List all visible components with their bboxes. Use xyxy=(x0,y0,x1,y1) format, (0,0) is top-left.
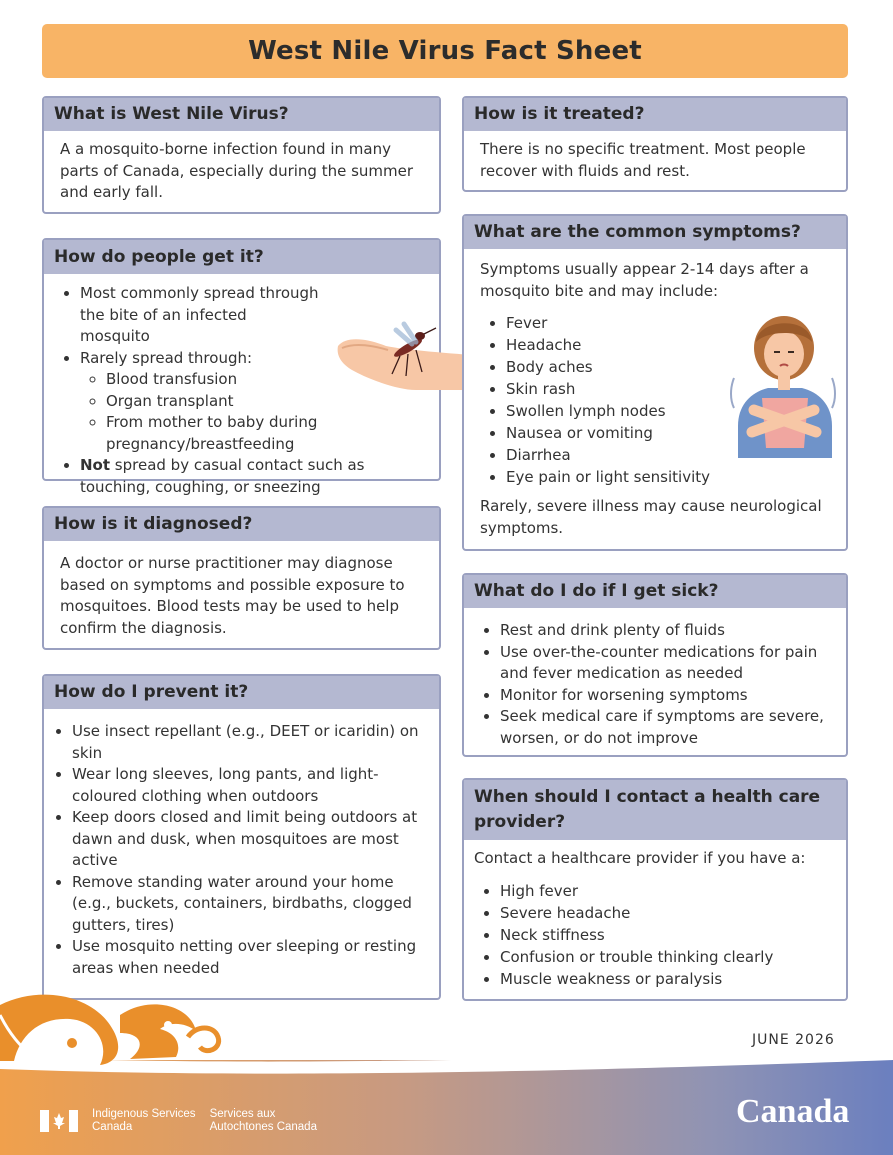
list-item: • Nausea or vomiting xyxy=(506,422,830,444)
sick-heading: What do I do if I get sick? xyxy=(464,575,846,608)
what-is-card xyxy=(42,96,441,214)
isc-english-name xyxy=(92,1108,196,1134)
canada-wordmark: Canada xyxy=(736,1093,850,1130)
list-item xyxy=(80,455,429,498)
list-item: • Muscle weakness or paralysis xyxy=(500,968,830,990)
list-item: • Body aches xyxy=(506,356,830,378)
sick-card xyxy=(462,573,848,757)
isc-french-name xyxy=(210,1108,317,1134)
isc-fr-line2: Autochtones Canada xyxy=(209,1121,317,1133)
symptoms-heading: What are the common symptoms? xyxy=(464,216,846,249)
list-item: • Skin rash xyxy=(506,378,830,400)
hand-mosquito-illustration xyxy=(336,316,482,390)
isc-en-line1: Indigenous Services xyxy=(92,1108,196,1120)
canada-flag-icon xyxy=(40,1110,78,1132)
list-item: • Monitor for worsening symptoms xyxy=(500,685,830,707)
sub-list-item: ◦ Blood transfusion xyxy=(106,369,319,391)
list-item: • Severe headache xyxy=(500,902,830,924)
how-get-list xyxy=(60,283,365,498)
diagnosed-card xyxy=(42,506,441,650)
prevent-card xyxy=(42,674,441,1000)
what-is-body: A a mosquito-borne infection found in many parts of Canada, especially during the summer and early fall. xyxy=(60,140,414,201)
list-item: • Seek medical care if symptoms are severe, worsen, or do not improve xyxy=(500,706,830,749)
sick-list xyxy=(480,620,830,749)
list-item-text: Rarely spread through: xyxy=(80,348,253,367)
contact-list xyxy=(474,880,830,990)
list-item: • Fever xyxy=(506,312,830,334)
list-item: • Use insect repellant (e.g., DEET or icaridin) on skin xyxy=(72,721,423,764)
isc-fr-line1: Services aux xyxy=(209,1108,276,1120)
list-item xyxy=(80,348,319,456)
list-item-bold: Not xyxy=(80,456,111,474)
list-item: • High fever xyxy=(500,880,830,902)
list-item: • Diarrhea xyxy=(506,444,830,466)
contact-card xyxy=(462,778,848,1001)
contact-heading: When should I contact a health care provider? xyxy=(464,780,846,840)
how-get-heading: How do people get it? xyxy=(44,240,439,274)
diagnosed-heading: How is it diagnosed? xyxy=(44,508,439,541)
isc-en-line2: Canada xyxy=(92,1121,133,1133)
diagnosed-body: A doctor or nurse practitioner may diagnose based on symptoms and possible exposure to mosquitoes. Blood tests may be used to help confirm the diagnosis. xyxy=(60,554,405,637)
treated-heading: How is it treated? xyxy=(464,98,846,131)
symptoms-card xyxy=(462,214,848,551)
page-title: West Nile Virus Fact Sheet xyxy=(248,36,642,66)
publication-date: JUNE 2026 xyxy=(752,1032,835,1048)
prevent-list xyxy=(52,721,423,979)
prevent-heading: How do I prevent it? xyxy=(44,676,439,709)
list-item: • Swollen lymph nodes xyxy=(506,400,830,422)
list-item: • Neck stiffness xyxy=(500,924,830,946)
list-item: • Use over-the-counter medications for pain and fever medication as needed xyxy=(500,642,830,685)
symptoms-outro: Rarely, severe illness may cause neurological symptoms. xyxy=(480,497,822,537)
isc-signature xyxy=(40,1108,317,1134)
list-item: • Use mosquito netting over sleeping or resting areas when needed xyxy=(72,936,423,979)
how-get-card xyxy=(42,238,441,496)
list-item: • Wear long sleeves, long pants, and light-coloured clothing when outdoors xyxy=(72,764,423,807)
sick-person-illustration xyxy=(732,308,836,458)
list-item-text: spread by casual contact such as touching, coughing, or sneezing xyxy=(80,456,365,496)
treated-body: There is no specific treatment. Most people recover with fluids and rest. xyxy=(480,140,806,180)
what-is-heading: What is West Nile Virus? xyxy=(44,98,439,131)
list-item: • Eye pain or light sensitivity xyxy=(506,466,830,488)
treated-card xyxy=(462,96,848,192)
list-item: • Keep doors closed and limit being outdoors at dawn and dusk, when mosquitoes are most active xyxy=(72,807,423,872)
list-item: • Confusion or trouble thinking clearly xyxy=(500,946,830,968)
sub-list-item: ◦ From mother to baby during pregnancy/breastfeeding xyxy=(106,412,319,455)
symptoms-intro: Symptoms usually appear 2-14 days after a mosquito bite and may include: xyxy=(480,260,809,300)
list-item: • Rest and drink plenty of fluids xyxy=(500,620,830,642)
contact-intro: Contact a healthcare provider if you have a: xyxy=(474,849,806,867)
list-item: • Most commonly spread through the bite of an infected mosquito xyxy=(80,283,319,348)
sub-list-item: ◦ Organ transplant xyxy=(106,391,319,413)
sub-list xyxy=(80,369,319,455)
list-item: • Headache xyxy=(506,334,830,356)
title-banner xyxy=(42,24,848,78)
list-item: • Remove standing water around your home (e.g., buckets, containers, birdbaths, clogged gutters, tires) xyxy=(72,872,423,937)
